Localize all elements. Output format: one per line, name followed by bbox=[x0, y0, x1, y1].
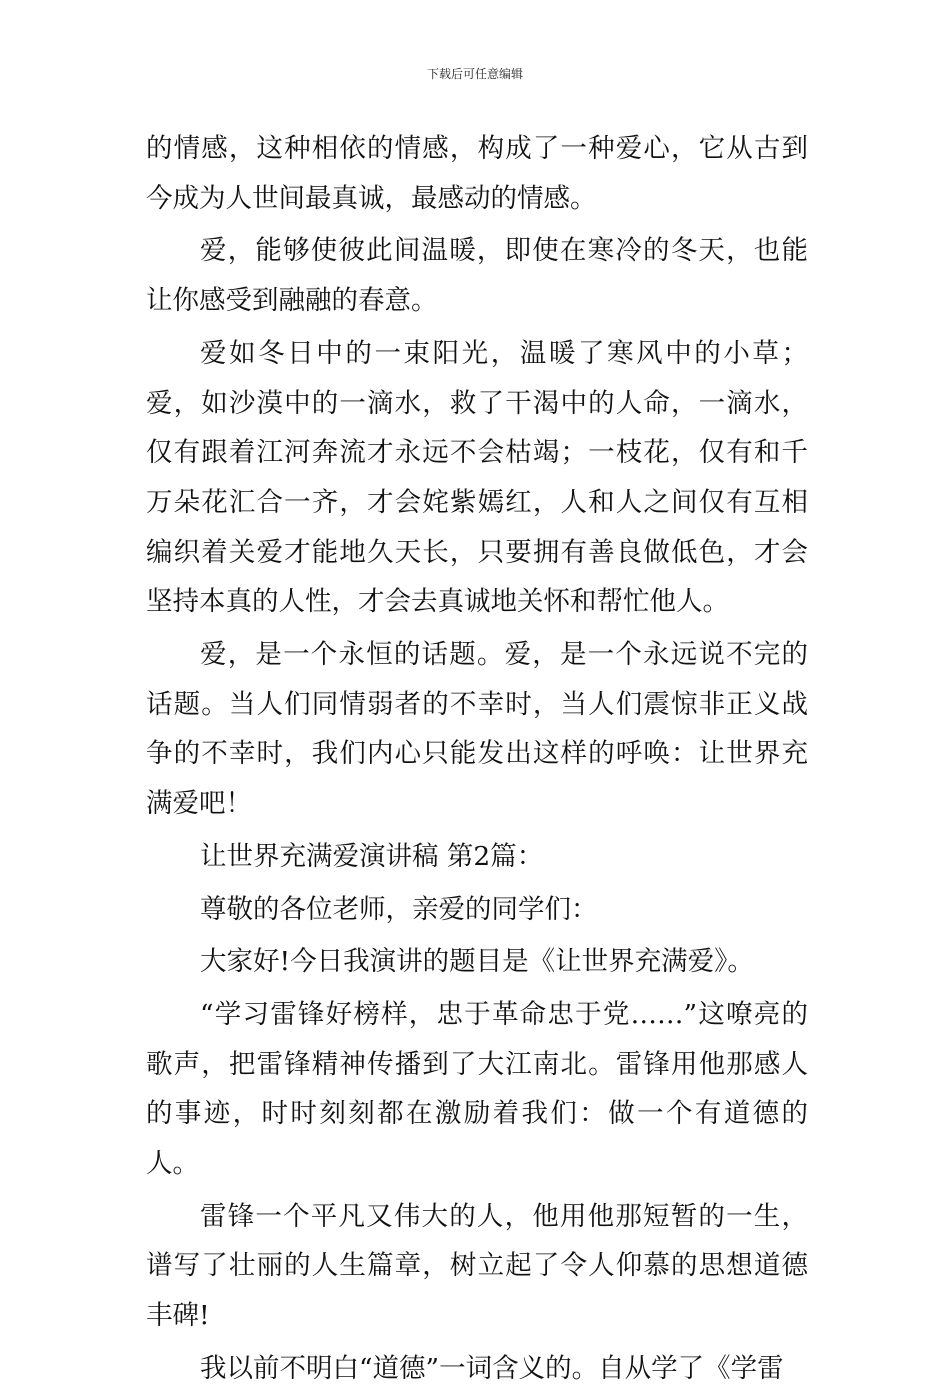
paragraph-morality: 我以前不明白“道德”一词含义的。自从学了《学雷 bbox=[200, 1352, 784, 1384]
paragraph-lei-feng-life: 雷锋一个平凡又伟大的人，他用他那短暂的一生，谱写了壮丽的人生篇章，树立起了令人仰慕的思想道德丰碑! bbox=[146, 1200, 808, 1332]
document-body bbox=[146, 124, 808, 1397]
paragraph-continuation: 的情感，这种相依的情感，构成了一种爱心，它从古到今成为人世间最真诚，最感动的情感。 bbox=[146, 133, 808, 214]
page-header: 下载后可任意编辑 bbox=[426, 67, 523, 81]
greeting: 大家好!今日我演讲的题目是《让世界充满爱》。 bbox=[200, 946, 754, 978]
paragraph-love-eternal-topic: 爱，是一个永恒的话题。爱，是一个永远说不完的话题。当人们同情弱者的不幸时，当人们震惊非正义战争的不幸时，我们内心只能发出这样的呼唤：让世界充满爱吧！ bbox=[146, 639, 808, 820]
speech-heading: 让世界充满爱演讲稿 第2篇： bbox=[200, 840, 544, 872]
paragraph-lei-feng-song: “学习雷锋好榜样，忠于革命忠于党……”这嘹亮的歌声，把雷锋精神传播到了大江南北。雷锋用他那感人的事迹，时时刻刻都在激励着我们：做一个有道德的人。 bbox=[146, 998, 808, 1180]
paragraph-love-sunlight: 爱如冬日中的一束阳光，温暖了寒风中的小草；爱，如沙漠中的一滴水，救了干渴中的人命，一滴水，仅有跟着江河奔流才永远不会枯竭；一枝花，仅有和千万朵花汇合一齐，才会姹紫嫣红，人和人之间仅有互相编织着关爱才能地久天长，只要拥有善良做低色，才会坚持本真的人性，才会去真诚地关怀和帮忙他人。 bbox=[146, 337, 808, 618]
salutation: 尊敬的各位老师，亲爱的同学们： bbox=[200, 893, 598, 925]
paragraph-love-warmth: 爱，能够使彼此间温暖，即使在寒冷的冬天，也能让你感受到融融的春意。 bbox=[146, 235, 808, 317]
